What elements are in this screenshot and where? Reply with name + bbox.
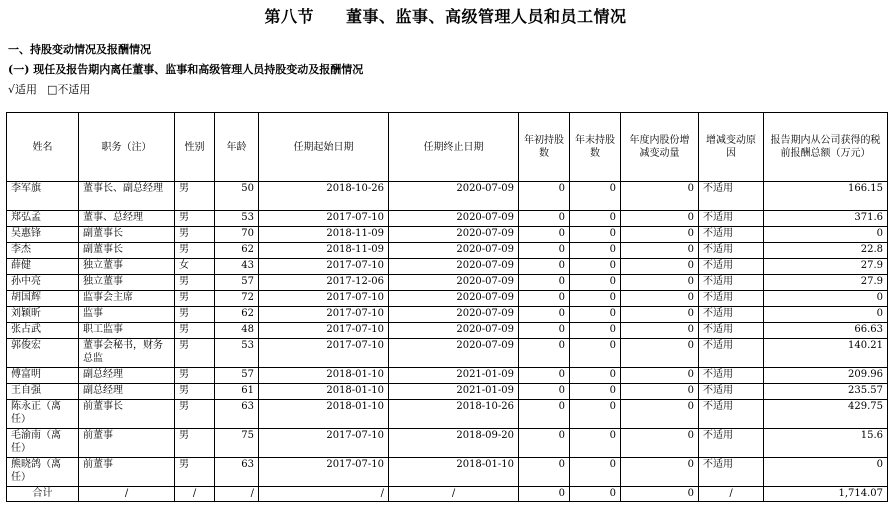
- cell-shares-end: 0: [570, 275, 621, 291]
- cell-shares-begin: 0: [519, 429, 570, 458]
- cell-term-start: 2017-07-10: [259, 339, 389, 368]
- cell-age: 62: [215, 307, 259, 323]
- cell-term-end: 2021-01-09: [389, 368, 519, 384]
- cell-gender: 男: [175, 275, 215, 291]
- cell-shares-begin: 0: [519, 339, 570, 368]
- cell-shares-begin: 0: [519, 307, 570, 323]
- cell-compensation: 0: [764, 307, 888, 323]
- heading-1: 一、持股变动情况及报酬情况: [8, 43, 151, 56]
- cell-position: 副董事长: [79, 243, 175, 259]
- cell-compensation: 0: [764, 227, 888, 243]
- cell-share-change: 0: [621, 400, 699, 429]
- cell-shares-end: 0: [570, 227, 621, 243]
- cell-gender: 男: [175, 429, 215, 458]
- cell-share-change: 0: [621, 307, 699, 323]
- cell-position: 独立董事: [79, 259, 175, 275]
- table-row: [7, 400, 888, 429]
- cell-share-change: 0: [621, 227, 699, 243]
- cell-position: 前董事: [79, 458, 175, 487]
- cell-age: 72: [215, 291, 259, 307]
- cell-age: 50: [215, 182, 259, 211]
- cell-name: 郑弘孟: [7, 211, 79, 227]
- total-cell-share-change: 0: [621, 487, 699, 502]
- cell-name: 胡国辉: [7, 291, 79, 307]
- cell-shares-end: 0: [570, 259, 621, 275]
- cell-term-start: 2017-07-10: [259, 307, 389, 323]
- cell-compensation: 0: [764, 458, 888, 487]
- cell-change-reason: 不适用: [699, 259, 764, 275]
- cell-change-reason: 不适用: [699, 275, 764, 291]
- cell-change-reason: 不适用: [699, 458, 764, 487]
- table-row: [7, 243, 888, 259]
- total-row: [7, 487, 888, 502]
- cell-age: 43: [215, 259, 259, 275]
- cell-term-end: 2020-07-09: [389, 291, 519, 307]
- cell-shares-end: 0: [570, 307, 621, 323]
- cell-change-reason: 不适用: [699, 291, 764, 307]
- cell-term-start: 2017-07-10: [259, 458, 389, 487]
- cell-name: 毛渝南（离任）: [7, 429, 79, 458]
- total-cell-term-start: /: [259, 487, 389, 502]
- cell-term-end: 2020-07-09: [389, 307, 519, 323]
- cell-gender: 女: [175, 259, 215, 275]
- cell-change-reason: 不适用: [699, 211, 764, 227]
- cell-age: 53: [215, 339, 259, 368]
- applicable-option: √适用: [8, 83, 38, 96]
- cell-term-end: 2020-07-09: [389, 339, 519, 368]
- cell-compensation: 27.9: [764, 275, 888, 291]
- table-row: [7, 227, 888, 243]
- cell-share-change: 0: [621, 211, 699, 227]
- cell-gender: 男: [175, 307, 215, 323]
- header-name: 姓名: [7, 113, 79, 182]
- total-cell-change-reason: /: [699, 487, 764, 502]
- cell-shares-begin: 0: [519, 259, 570, 275]
- cell-compensation: 66.63: [764, 323, 888, 339]
- cell-age: 57: [215, 368, 259, 384]
- cell-gender: 男: [175, 384, 215, 400]
- cell-gender: 男: [175, 368, 215, 384]
- cell-share-change: 0: [621, 275, 699, 291]
- cell-change-reason: 不适用: [699, 182, 764, 211]
- cell-share-change: 0: [621, 339, 699, 368]
- table-row: [7, 368, 888, 384]
- header-share-change: 年度内股份增减变动量: [621, 113, 699, 182]
- cell-share-change: 0: [621, 323, 699, 339]
- cell-compensation: 15.6: [764, 429, 888, 458]
- cell-compensation: 371.6: [764, 211, 888, 227]
- cell-term-end: 2020-07-09: [389, 259, 519, 275]
- header-age: 年龄: [215, 113, 259, 182]
- header-position: 职务（注）: [79, 113, 175, 182]
- cell-shares-end: 0: [570, 339, 621, 368]
- cell-term-start: 2017-07-10: [259, 323, 389, 339]
- total-cell-compensation: 1,714.07: [764, 487, 888, 502]
- cell-gender: 男: [175, 400, 215, 429]
- cell-share-change: 0: [621, 243, 699, 259]
- cell-term-start: 2018-11-09: [259, 243, 389, 259]
- cell-share-change: 0: [621, 458, 699, 487]
- table-row: [7, 458, 888, 487]
- cell-name: 王自强: [7, 384, 79, 400]
- cell-share-change: 0: [621, 384, 699, 400]
- cell-name: 傅富明: [7, 368, 79, 384]
- cell-term-end: 2020-07-09: [389, 243, 519, 259]
- table-row: [7, 211, 888, 227]
- cell-change-reason: 不适用: [699, 400, 764, 429]
- table-row: [7, 307, 888, 323]
- cell-position: 前董事长: [79, 400, 175, 429]
- cell-name: 吴惠锋: [7, 227, 79, 243]
- cell-term-start: 2018-10-26: [259, 182, 389, 211]
- total-cell-name: 合计: [7, 487, 79, 502]
- cell-position: 副董事长: [79, 227, 175, 243]
- cell-shares-end: 0: [570, 211, 621, 227]
- cell-term-start: 2018-01-10: [259, 368, 389, 384]
- cell-compensation: 209.96: [764, 368, 888, 384]
- section-number: 第八节: [264, 7, 314, 26]
- cell-term-end: 2020-07-09: [389, 182, 519, 211]
- cell-compensation: 429.75: [764, 400, 888, 429]
- cell-name: 陈永正（离任）: [7, 400, 79, 429]
- cell-position: 副总经理: [79, 368, 175, 384]
- cell-share-change: 0: [621, 182, 699, 211]
- cell-compensation: 140.21: [764, 339, 888, 368]
- cell-name: 李军旗: [7, 182, 79, 211]
- cell-compensation: 235.57: [764, 384, 888, 400]
- section-title: [0, 4, 891, 27]
- cell-term-end: 2020-07-09: [389, 227, 519, 243]
- cell-share-change: 0: [621, 291, 699, 307]
- table-row: [7, 323, 888, 339]
- shareholding-compensation-table: [6, 112, 888, 502]
- cell-term-start: 2017-07-10: [259, 291, 389, 307]
- cell-term-end: 2021-01-09: [389, 384, 519, 400]
- cell-name: 郭俊宏: [7, 339, 79, 368]
- cell-change-reason: 不适用: [699, 384, 764, 400]
- cell-shares-begin: 0: [519, 227, 570, 243]
- cell-share-change: 0: [621, 429, 699, 458]
- cell-shares-begin: 0: [519, 400, 570, 429]
- cell-shares-end: 0: [570, 243, 621, 259]
- header-compensation: 报告期内从公司获得的税前报酬总额（万元）: [764, 113, 888, 182]
- cell-shares-end: 0: [570, 384, 621, 400]
- cell-term-start: 2018-01-10: [259, 384, 389, 400]
- cell-position: 董事会秘书，财务总监: [79, 339, 175, 368]
- cell-term-end: 2020-07-09: [389, 211, 519, 227]
- cell-name: 熊晓鸽（离任）: [7, 458, 79, 487]
- header-shares-begin: 年初持股数: [519, 113, 570, 182]
- cell-position: 监事: [79, 307, 175, 323]
- section-name: 董事、监事、高级管理人员和员工情况: [346, 7, 627, 26]
- cell-position: 职工监事: [79, 323, 175, 339]
- table-row: [7, 429, 888, 458]
- total-cell-position: /: [79, 487, 175, 502]
- cell-shares-end: 0: [570, 458, 621, 487]
- cell-compensation: 0: [764, 291, 888, 307]
- cell-change-reason: 不适用: [699, 243, 764, 259]
- cell-position: 独立董事: [79, 275, 175, 291]
- cell-gender: 男: [175, 243, 215, 259]
- cell-age: 57: [215, 275, 259, 291]
- table-row: [7, 259, 888, 275]
- cell-age: 63: [215, 400, 259, 429]
- header-term-end: 任期终止日期: [389, 113, 519, 182]
- cell-gender: 男: [175, 291, 215, 307]
- cell-change-reason: 不适用: [699, 429, 764, 458]
- total-cell-shares-end: 0: [570, 487, 621, 502]
- cell-age: 53: [215, 211, 259, 227]
- cell-shares-end: 0: [570, 291, 621, 307]
- cell-shares-end: 0: [570, 368, 621, 384]
- cell-shares-begin: 0: [519, 243, 570, 259]
- cell-name: 孙中亮: [7, 275, 79, 291]
- not-applicable-option: □不适用: [47, 83, 91, 96]
- total-cell-gender: /: [175, 487, 215, 502]
- cell-shares-begin: 0: [519, 323, 570, 339]
- cell-change-reason: 不适用: [699, 323, 764, 339]
- cell-shares-begin: 0: [519, 182, 570, 211]
- cell-name: 张占武: [7, 323, 79, 339]
- header-term-start: 任期起始日期: [259, 113, 389, 182]
- cell-change-reason: 不适用: [699, 339, 764, 368]
- cell-gender: 男: [175, 182, 215, 211]
- table-row: [7, 291, 888, 307]
- total-cell-age: /: [215, 487, 259, 502]
- cell-shares-end: 0: [570, 182, 621, 211]
- cell-compensation: 166.15: [764, 182, 888, 211]
- cell-term-start: 2018-11-09: [259, 227, 389, 243]
- cell-shares-begin: 0: [519, 291, 570, 307]
- total-cell-shares-begin: 0: [519, 487, 570, 502]
- cell-gender: 男: [175, 227, 215, 243]
- cell-term-end: 2018-01-10: [389, 458, 519, 487]
- cell-term-start: 2017-07-10: [259, 429, 389, 458]
- cell-share-change: 0: [621, 259, 699, 275]
- cell-name: 薛健: [7, 259, 79, 275]
- cell-change-reason: 不适用: [699, 307, 764, 323]
- cell-term-end: 2020-07-09: [389, 275, 519, 291]
- cell-shares-begin: 0: [519, 458, 570, 487]
- cell-position: 副总经理: [79, 384, 175, 400]
- cell-shares-end: 0: [570, 429, 621, 458]
- cell-name: 李杰: [7, 243, 79, 259]
- table-row: [7, 384, 888, 400]
- cell-term-start: 2018-01-10: [259, 400, 389, 429]
- table-row: [7, 182, 888, 211]
- header-shares-end: 年末持股数: [570, 113, 621, 182]
- cell-gender: 男: [175, 323, 215, 339]
- cell-shares-end: 0: [570, 323, 621, 339]
- applicability-options: [8, 81, 100, 97]
- cell-shares-begin: 0: [519, 275, 570, 291]
- cell-age: 62: [215, 243, 259, 259]
- table-header-row: [7, 113, 888, 182]
- cell-shares-end: 0: [570, 400, 621, 429]
- cell-age: 61: [215, 384, 259, 400]
- total-cell-term-end: /: [389, 487, 519, 502]
- table-row: [7, 275, 888, 291]
- cell-gender: 男: [175, 458, 215, 487]
- cell-age: 63: [215, 458, 259, 487]
- table-row: [7, 339, 888, 368]
- cell-term-start: 2017-12-06: [259, 275, 389, 291]
- cell-age: 70: [215, 227, 259, 243]
- cell-term-end: 2018-10-26: [389, 400, 519, 429]
- cell-age: 48: [215, 323, 259, 339]
- cell-shares-begin: 0: [519, 384, 570, 400]
- cell-change-reason: 不适用: [699, 227, 764, 243]
- cell-term-end: 2018-09-20: [389, 429, 519, 458]
- cell-gender: 男: [175, 339, 215, 368]
- cell-shares-begin: 0: [519, 368, 570, 384]
- cell-position: 董事长、副总经理: [79, 182, 175, 211]
- cell-term-end: 2020-07-09: [389, 323, 519, 339]
- cell-position: 前董事: [79, 429, 175, 458]
- cell-age: 75: [215, 429, 259, 458]
- header-gender: 性别: [175, 113, 215, 182]
- cell-position: 董事、总经理: [79, 211, 175, 227]
- header-change-reason: 增减变动原因: [699, 113, 764, 182]
- cell-term-start: 2017-07-10: [259, 259, 389, 275]
- heading-2: (一) 现任及报告期内离任董事、监事和高级管理人员持股变动及报酬情况: [8, 63, 364, 76]
- cell-shares-begin: 0: [519, 211, 570, 227]
- cell-change-reason: 不适用: [699, 368, 764, 384]
- cell-position: 监事会主席: [79, 291, 175, 307]
- cell-compensation: 22.8: [764, 243, 888, 259]
- cell-term-start: 2017-07-10: [259, 211, 389, 227]
- cell-name: 刘颖昕: [7, 307, 79, 323]
- cell-share-change: 0: [621, 368, 699, 384]
- cell-gender: 男: [175, 211, 215, 227]
- cell-compensation: 27.9: [764, 259, 888, 275]
